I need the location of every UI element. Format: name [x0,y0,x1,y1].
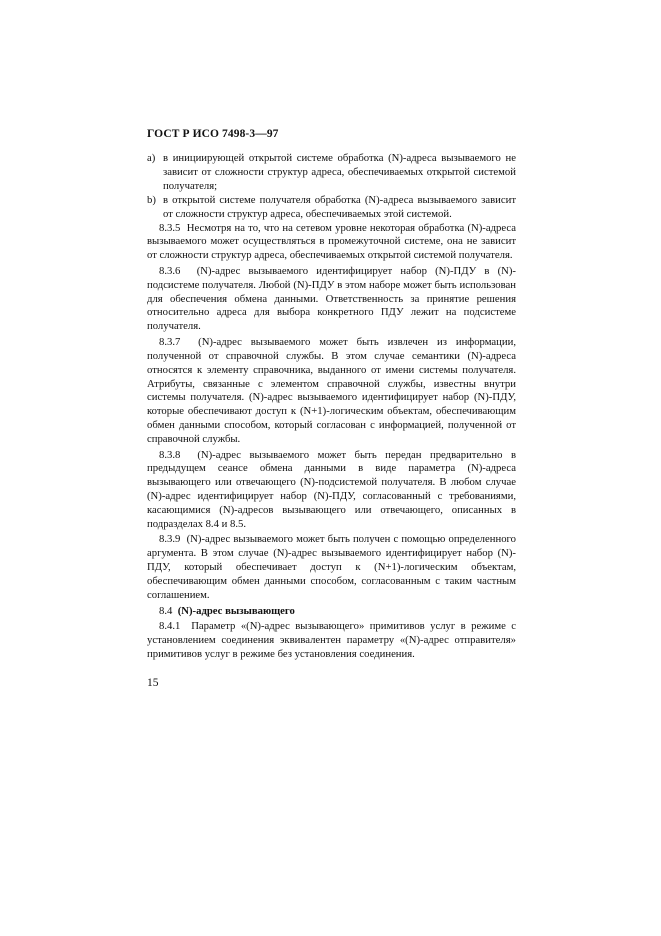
paragraph-8-3-9 [147,533,516,603]
paragraph-number: 8.3.8 [159,448,181,461]
list-item-text: в инициирующей открытой системе обработка (N)-адреса вызываемого не зависит от сложности структур адреса, обеспечиваемых открытой системой получателя; [163,152,516,192]
document-header: ГОСТ Р ИСО 7498-3—97 [147,128,279,140]
paragraph-number: 8.3.6 [159,264,181,277]
paragraph-number: 8.3.5 [159,221,181,234]
paragraph-8-3-8 [147,449,516,532]
paragraph-text: (N)-адрес вызываемого может быть передан предварительно в предыдущем сеансе обмена данными в виде параметра (N)-адреса вызывающего или отвечающего (N)-подсистемой получателя. В любом случае (N)-адрес идентифицирует набор (N)-ПДУ, согласованный с требованиями, касающимися (N)-адресов вызывающего или отвечающего, описанных в подразделах 8.4 и 8.5. [147,448,516,531]
section-title: (N)-адрес вызывающего [177,604,295,617]
paragraph-text: (N)-адрес вызываемого может быть извлечен из информации, полученной от справочной службы. В этом случае семантики (N)-адреса относятся к элементу справочника, выданного от имени системы получателя. Атрибуты, связанные с элементом справочной службы, известны внутри системы получателя. (N)-адрес вызываемого идентифицирует набор (N)-ПДУ, которые обеспечивают доступ к (N+1)-логическим объектам, обеспечивающим обмен данными способом, который согласован с информацией, полученной от справочной службы. [147,335,517,446]
paragraph-number: 8.3.9 [159,533,181,546]
paragraph-8-3-5 [147,222,516,264]
paragraph-number: 8.4.1 [159,619,181,632]
section-number: 8.4 [159,604,173,617]
paragraph-8-3-6 [147,265,516,335]
list-item [147,194,516,222]
list-marker: b) [147,193,156,206]
page-number: 15 [147,677,159,689]
paragraph-8-3-7 [147,336,516,447]
paragraph-8-4-1 [147,620,516,662]
paragraph-text: Несмотря на то, что на сетевом уровне некоторая обработка (N)-адреса вызываемого может осуществляться в промежуточной системе, она не зависит от сложности структур адреса, обеспечиваемых открытой системой получателя. [147,221,516,262]
paragraph-text: (N)-адрес вызываемого идентифицирует набор (N)-ПДУ в (N)-подсистеме получателя. Любой (N)-ПДУ в этом наборе может быть использован для обеспечения обмена данными. Ответственность за принятие решения относительно адреса для выбора конкретного ПДУ лежит на подсистеме получателя. [147,264,516,333]
list-marker: a) [147,152,156,164]
paragraph-text: (N)-адрес вызываемого может быть получен с помощью определенного аргумента. В этом случае (N)-адрес вызываемого идентифицирует набор (N)-ПДУ, который обеспечивает доступ к (N+1)-логическим объектам, обеспечивающим обмен данными способом, согласованным с таким частным соглашением. [147,533,517,602]
paragraph-number: 8.3.7 [159,335,181,348]
list-item [147,152,516,194]
section-heading [147,605,516,619]
document-body [147,152,516,663]
paragraph-text: Параметр «(N)-адрес вызывающего» примитивов услуг в режиме с установлением соединения эквивалентен параметру «(N)-адрес отправителя» примитивов услуг в режиме без установления соединения. [147,619,516,660]
list-item-text: в открытой системе получателя обработка (N)-адреса вызываемого зависит от сложности структур адреса, обеспечиваемых этой системой. [163,193,516,220]
